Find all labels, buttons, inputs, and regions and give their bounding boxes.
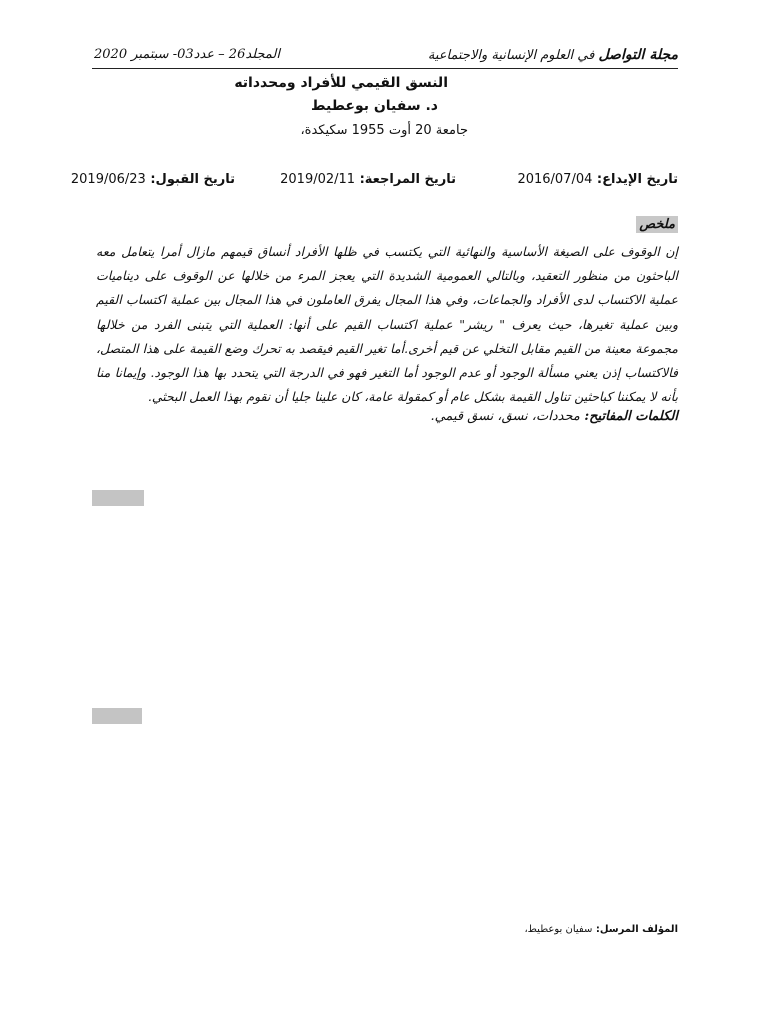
keywords-label: الكلمات المفاتيح: xyxy=(579,409,678,424)
review-date-value: 2019/02/11 xyxy=(280,172,356,187)
abstract-text: إن الوقوف على الصيغة الأساسية والنهائية التي يكتسب في ظلها الأفراد أنساق قيمهم مازال أمرا يتعامل معه الباحثون من منظور التعقيد، وبالتالي العمومية الشديدة التي يعجز المرء من خلالها عن الوقوف على ديناميات عملية الاكتساب لدى الأفراد والجماعات، وفي هذا المجال يفرق العاملون في هذا المجال بين عملية اكتساب القيم وبين عملية تغيرها، حيث يعرف " ريشر" عملية اكتساب القيم على أنها: العملية التي يتبنى الفرد من خلالها مجموعة معينة من القيم مقابل التخلي عن قيم أخرى.أما تغير القيم فيقصد به تحرك وضع القيمة على هذا المتصل، فالاكتساب إذن يعني مسألة الوجود أو عدم الوجود أما التغير فهو في الدرجة التي يتحدد بها هذا الوجود. وإيمانا منا بأنه لا يمكننا كباحثين تناول القيمة بشكل عام أو كمقولة عامة، كان علينا جليا أن نقوم بهذا العمل البحثي. xyxy=(96,244,678,405)
corresponding-author-name: سفيان بوعطيط، xyxy=(524,924,593,935)
redacted-block xyxy=(92,708,142,724)
keywords xyxy=(430,409,678,424)
acceptance-date-label: تاريخ القبول: xyxy=(145,172,235,187)
keywords-value: محددات، نسق، نسق قيمي. xyxy=(430,409,580,424)
abstract-heading: ملخص xyxy=(636,216,678,233)
review-date-label: تاريخ المراجعة: xyxy=(355,172,456,187)
redacted-block xyxy=(92,490,144,506)
article-author: د. سفيان بوعطيط xyxy=(311,98,438,114)
journal-name: مجلة التواصل xyxy=(598,47,678,63)
author-affiliation: جامعة 20 أوت 1955 سكيكدة، xyxy=(300,123,468,138)
article-title: النسق القيمي للأفراد ومحدداته xyxy=(234,75,448,91)
page-header xyxy=(92,44,678,69)
submission-date-label: تاريخ الإيداع: xyxy=(592,172,678,187)
submission-date-value: 2016/07/04 xyxy=(517,172,593,187)
review-date xyxy=(280,172,456,187)
acceptance-date-value: 2019/06/23 xyxy=(70,172,146,187)
journal-field: في العلوم الإنسانية والاجتماعية xyxy=(427,48,599,63)
submission-date xyxy=(517,172,678,187)
acceptance-date xyxy=(71,172,235,187)
volume-info: المجلد26 – عدد03- سبتمبر 2020 xyxy=(94,47,280,62)
corresponding-author xyxy=(524,924,678,935)
corresponding-author-label: المؤلف المرسل: xyxy=(592,924,678,935)
article-dates xyxy=(70,172,678,192)
journal-title xyxy=(428,47,678,63)
